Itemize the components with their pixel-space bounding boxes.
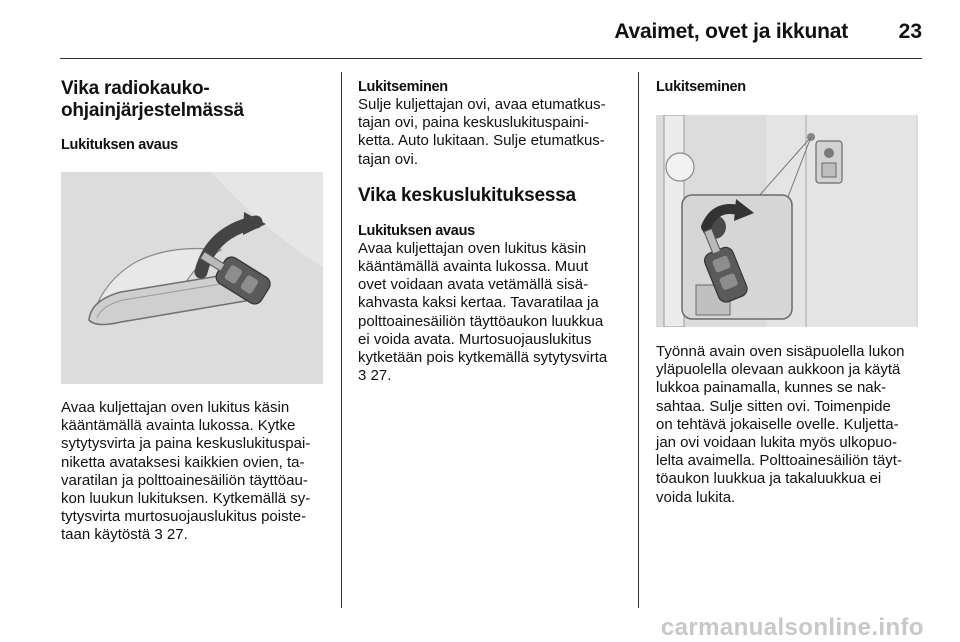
text-line: lelta avaimella. Polttoainesäiliön täyt- (656, 452, 902, 470)
text-line: sytytysvirta ja paina keskuslukituspai- (61, 435, 311, 453)
text-line: tytysvirta murtosuojauslukitus poiste- (61, 508, 307, 526)
page-ref-arrow-icon: 3 (358, 367, 367, 385)
text-line: Avaa kuljettajan oven lukitus käsin (61, 399, 290, 416)
text-line: on tehtävä jokaiselle ovelle. Kuljetta- (656, 415, 899, 433)
column-3 (656, 78, 922, 507)
text-line: ovet voidaan avata vetämällä sisä- (358, 276, 589, 294)
text-line: jan ovi voidaan lukita myös ulkopuo- (656, 434, 897, 452)
column-divider-1 (341, 72, 342, 608)
section-heading-central-lock-failure: Vika keskuslukituksessa (358, 184, 576, 206)
locking-instructions-text (358, 96, 630, 169)
text-line: ketta. Auto lukitaan. Sulje etumatkus- (358, 132, 605, 150)
subheading-locking: Lukitseminen (656, 79, 746, 95)
text-line: kytketään pois kytkemällä sytytysvirta (358, 349, 608, 367)
text-line: kääntämällä avainta lukossa. Kytke (61, 417, 296, 435)
text-line: voida lukita. (656, 488, 736, 506)
page-reference[interactable] (154, 526, 187, 543)
unlock-instructions-text (61, 399, 331, 545)
watermark: carmanualsonline.info (660, 614, 924, 641)
text-line: Sulje kuljettajan ovi, avaa etumatkus- (358, 96, 606, 113)
door-handle-illustration-icon (61, 172, 323, 384)
text-line: lukkoa painamalla, kunnes se nak- (656, 379, 887, 397)
door-handle-key-illustration (61, 172, 323, 384)
door-lock-illustration-icon (656, 115, 918, 327)
page-reference[interactable] (358, 367, 630, 385)
page-ref-number: 27. (166, 526, 188, 544)
column-2 (358, 78, 630, 385)
page-ref-number: 27. (370, 367, 392, 385)
text-line: kon luukun lukituksen. Kytkemällä sy- (61, 490, 311, 508)
subheading-unlocking: Lukituksen avaus (358, 222, 475, 239)
text-line: sahtaa. Sulje sitten ovi. Toimenpide (656, 397, 891, 415)
text-line: tajan ovi. (358, 150, 419, 168)
text-line: Työnnä avain oven sisäpuolella lukon (656, 343, 905, 360)
heading-line: Vika radiokauko- (61, 78, 210, 99)
column-1 (61, 78, 331, 545)
page-number: 23 (898, 20, 922, 43)
subheading-unlocking: Lukituksen avaus (61, 137, 178, 153)
text-line-part: taan käytöstä (61, 526, 151, 544)
locking-instructions-text (656, 343, 922, 507)
central-unlock-instructions-text (358, 240, 630, 386)
text-line: varatilan ja polttoainesäiliön täyttöau- (61, 471, 308, 489)
door-lock-key-illustration (656, 115, 918, 327)
text-line: niketta avataksesi kaikkien ovien, ta- (61, 453, 305, 471)
text-line (61, 526, 331, 544)
text-line: polttoainesäiliön täyttöaukon luukkua (358, 312, 604, 330)
text-line: kääntämällä avainta lukossa. Muut (358, 258, 589, 276)
text-line: Avaa kuljettajan oven lukitus käsin (358, 239, 587, 257)
heading-line: ohjainjärjestelmässä (61, 100, 244, 121)
text-line: ei voida avata. Murtosuojauslukitus (358, 330, 592, 348)
column-divider-2 (638, 72, 639, 608)
text-line: kahvasta kaksi kertaa. Tavaratilaa ja (358, 294, 599, 312)
subheading-locking: Lukitseminen (358, 79, 448, 95)
page-ref-arrow-icon: 3 (154, 526, 163, 544)
section-heading-remote-failure (61, 78, 331, 122)
text-line: yläpuolella olevaan aukkoon ja käytä (656, 361, 901, 379)
page-header-title: Avaimet, ovet ja ikkunat (614, 20, 848, 43)
text-line: töaukon luukkua ja takaluukkua ei (656, 470, 882, 488)
header-rule (60, 58, 922, 59)
text-line: tajan ovi, paina keskuslukituspaini- (358, 114, 589, 132)
